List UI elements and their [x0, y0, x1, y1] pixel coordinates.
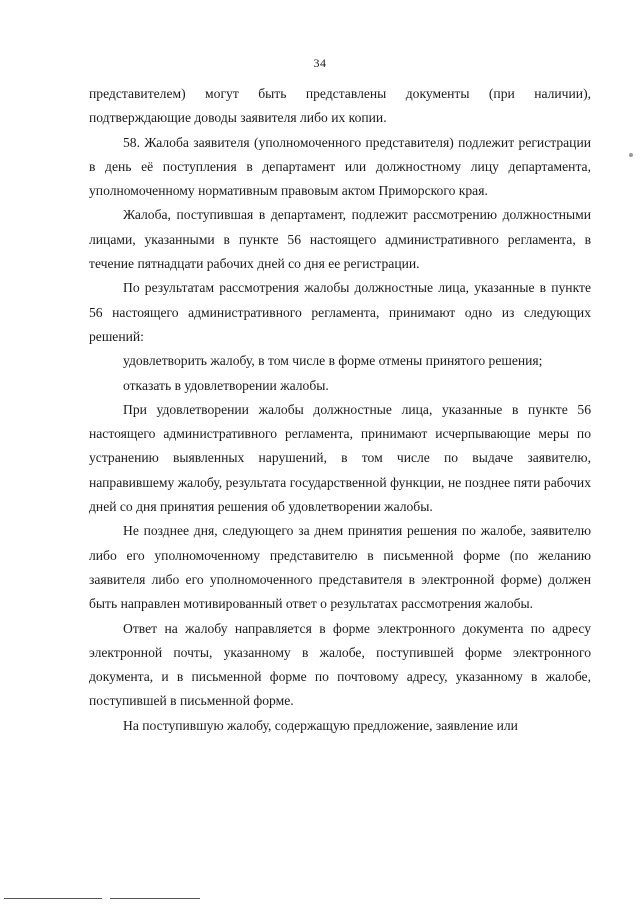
paragraph-continuation: представителем) могут быть представлены документы (при наличии), подтверждающие доводы заявителя либо их копии. [89, 86, 591, 126]
page-number: 34 [313, 56, 327, 70]
decision-item-satisfy: удовлетворить жалобу, в том числе в форме отмены принятого решения; [123, 353, 543, 369]
decision-item-refuse: отказать в удовлетворении жалобы. [123, 377, 329, 393]
paragraph-review-deadline: Жалоба, поступившая в департамент, подлежит рассмотрению должностными лицами, указанными в пункте 56 настоящего административного регламента, в течение пятнадцати рабочих дней со дня ее регистрации. [89, 207, 591, 272]
document-body [89, 82, 591, 738]
scan-artifact-dot [629, 153, 633, 157]
footer-rule-left [4, 898, 102, 899]
paragraph-response-delivery: Ответ на жалобу направляется в форме электронного документа по адресу электронной почты, указанному в жалобе, поступившей форме электронного документа, и в письменной форме по почтовому адресу, указанному в жалобе, поступившей в письменной форме. [89, 620, 591, 709]
paragraph-final-truncated: На поступившую жалобу, содержащую предложение, заявление или [123, 717, 518, 733]
paragraph-response-notice: Не позднее дня, следующего за днем принятия решения по жалобе, заявителю либо его уполномоченному представителю в письменной форме (по желанию заявителя либо его уполномоченного представителя в электронной форме) должен быть направлен мотивированный ответ о результатах рассмотрения жалобы. [89, 523, 591, 612]
paragraph-58: 58. Жалоба заявителя (уполномоченного представителя) подлежит регистрации в день её поступления в департамент или должностному лицу департамента, уполномоченному нормативным правовым актом Приморского края. [89, 134, 591, 199]
paragraph-remedy-measures: При удовлетворении жалобы должностные лица, указанные в пункте 56 настоящего административного регламента, принимают исчерпывающие меры по устранению выявленных нарушений, в том числе по выдаче заявителю, направившему жалобу, результата государственной функции, не позднее пяти рабочих дней со дня принятия решения об удовлетворении жалобы. [89, 401, 591, 515]
paragraph-decisions: По результатам рассмотрения жалобы должностные лица, указанные в пункте 56 настоящего административного регламента, принимают одно из следующих решений: [89, 280, 591, 344]
footer-rule-right [110, 898, 200, 899]
